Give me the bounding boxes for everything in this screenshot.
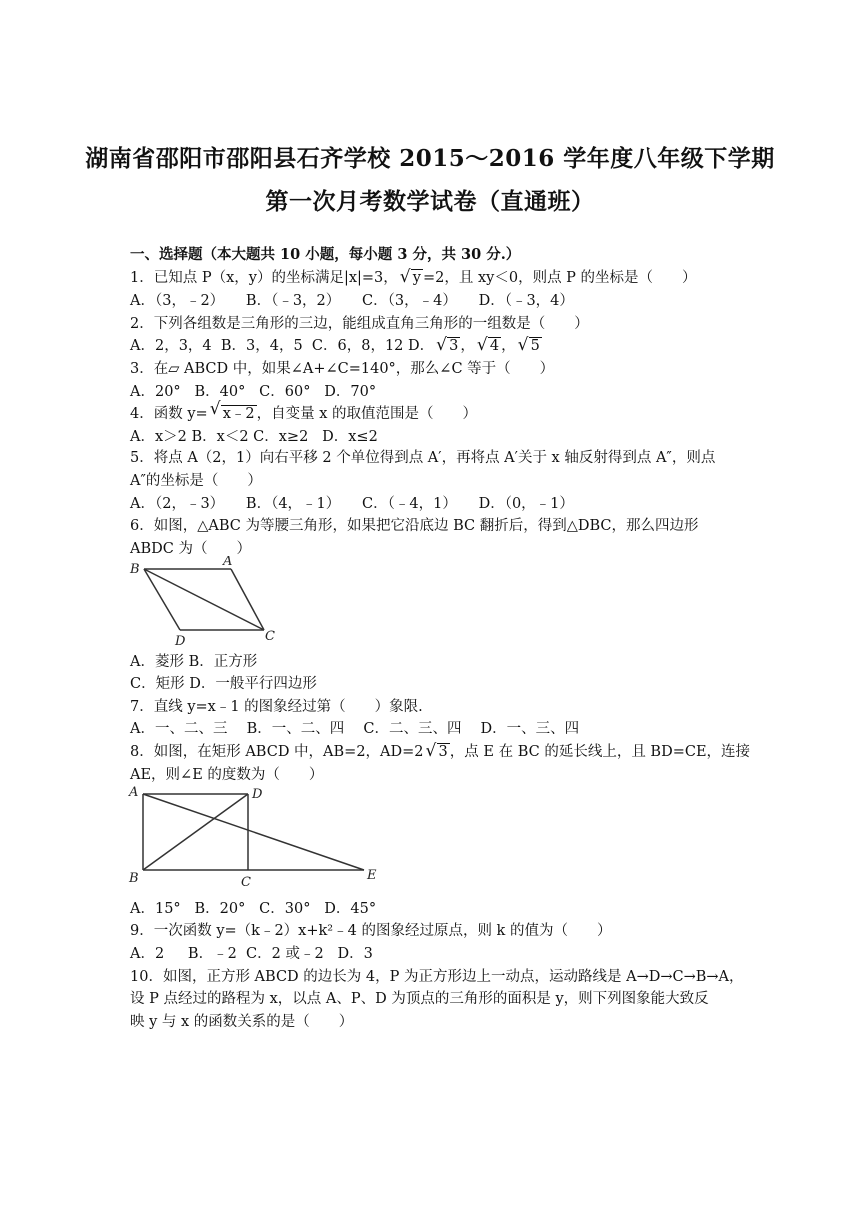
q8-label-e: E — [367, 868, 377, 883]
sqrt-x-minus-2 — [210, 402, 257, 423]
sqrt-3 — [436, 338, 460, 354]
q8-label-a: A — [129, 785, 139, 800]
q8-stem-1 — [130, 740, 750, 761]
q8-segment-ae — [143, 794, 364, 870]
sqrt-4-radicand: 4 — [489, 338, 500, 354]
q8-label-d: D — [252, 787, 263, 802]
q7-stem: 7．直线 y=x﹣1 的图象经过第（ ）象限. — [130, 699, 423, 715]
sqrt-5-radicand: 5 — [530, 338, 540, 354]
q4-options: A．x＞2 B．x＜2 C．x≥2 D．x≤2 — [130, 429, 378, 445]
q7-options: A．一、二、三 B．一、二、四 C．二、三、四 D．一、三、四 — [130, 721, 580, 737]
sqrt-3 — [426, 744, 450, 760]
q8-rectangle-figure — [126, 783, 386, 889]
q2-sep-1: ， — [460, 338, 475, 354]
q4-stem — [130, 402, 477, 423]
q8-label-b: B — [129, 871, 139, 886]
q3-stem: 3．在▱ ABCD 中，如果∠A+∠C=140°，那么∠C 等于（ ） — [130, 361, 555, 377]
section-heading: 一、选择题（本大题共 10 小题，每小题 3 分，共 30 分.） — [130, 246, 521, 263]
q2-options — [130, 334, 542, 355]
q5-stem-2: A″的坐标是（ ） — [130, 473, 262, 489]
q10-stem-1: 10．如图，正方形 ABCD 的边长为 4，P 为正方形边上一动点，运动路线是 A→D→C→B→A， — [130, 969, 744, 985]
sqrt-4 — [477, 338, 501, 354]
q5-options: A．（2，﹣3） B．（4，﹣1） C．（﹣4，1） D．（0，﹣1） — [130, 496, 574, 512]
q5-stem-1: 5．将点 A（2，1）向右平移 2 个单位得到点 A′，再将点 A′关于 x 轴反射得到点 A″，则点 — [130, 450, 716, 466]
q2-options-text: A．2，3，4 B．3，4，5 C．6，8，12 D． — [130, 338, 435, 354]
q9-stem: 9．一次函数 y=（k﹣2）x+k²﹣4 的图象经过原点，则 k 的值为（ ） — [130, 923, 612, 939]
q3-options: A．20° B．40° C．60° D．70° — [130, 384, 377, 400]
q2-sep-2: ， — [501, 338, 516, 354]
q6-stem-2: ABDC 为（ ） — [130, 541, 251, 557]
q1-stem-pre: 1．已知点 P（x，y）的坐标满足|x|=3， — [130, 270, 398, 286]
q6-options-1: A．菱形 B．正方形 — [130, 654, 258, 670]
title-line-2: 第一次月考数学试卷（直通班） — [265, 188, 595, 215]
q8-label-c: C — [241, 875, 251, 889]
sqrt-y — [400, 270, 423, 286]
q4-stem-post: ，自变量 x 的取值范围是（ ） — [256, 406, 477, 422]
q1-stem-post: =2，且 xy＜0，则点 P 的坐标是（ ） — [423, 270, 697, 286]
q8-segment-bd — [143, 794, 248, 870]
q9-options: A．2 B．﹣2 C．2 或﹣2 D．3 — [130, 946, 373, 962]
q10-stem-3: 映 y 与 x 的函数关系的是（ ） — [130, 1014, 354, 1030]
q1-stem — [130, 266, 697, 287]
q6-label-d: D — [175, 634, 186, 646]
q1-options: A．（3，﹣2） B．（﹣3，2） C．（3，﹣4） D．（﹣3，4） — [130, 293, 574, 309]
title-line-1: 湖南省邵阳市邵阳县石齐学校 2015～2016 学年度八年级下学期 — [85, 145, 775, 172]
q6-stem-1: 6．如图，△ABC 为等腰三角形，如果把它沿底边 BC 翻折后，得到△DBC，那么四边形 — [130, 518, 699, 534]
sqrt-x-minus-2-radicand: x﹣2 — [222, 406, 255, 422]
q6-label-c: C — [265, 629, 275, 644]
q4-stem-pre: 4．函数 y= — [130, 406, 208, 422]
q6-options-2: C．矩形 D．一般平行四边形 — [130, 676, 317, 692]
q2-stem: 2．下列各组数是三角形的三边，能组成直角三角形的一组数是（ ） — [130, 316, 589, 332]
q6-label-a: A — [223, 556, 233, 569]
sqrt-3-radicand: 3 — [438, 744, 448, 760]
sqrt-3-radicand: 3 — [449, 338, 459, 354]
q6-rhombus-figure — [128, 556, 278, 646]
q8-stem-post: ，点 E 在 BC 的延长线上，且 BD=CE，连接 — [449, 744, 751, 760]
sqrt-5 — [518, 338, 542, 354]
sqrt-y-radicand: y — [412, 270, 421, 286]
q8-options: A．15° B．20° C．30° D．45° — [130, 901, 377, 917]
q8-stem-2: AE，则∠E 的度数为（ ） — [130, 767, 324, 783]
q6-label-b: B — [130, 562, 140, 577]
q8-stem-pre: 8．如图，在矩形 ABCD 中，AB=2，AD=2 — [130, 744, 424, 760]
q10-stem-2: 设 P 点经过的路程为 x，以点 A、P、D 为顶点的三角形的面积是 y，则下列图象能大致反 — [130, 991, 709, 1007]
